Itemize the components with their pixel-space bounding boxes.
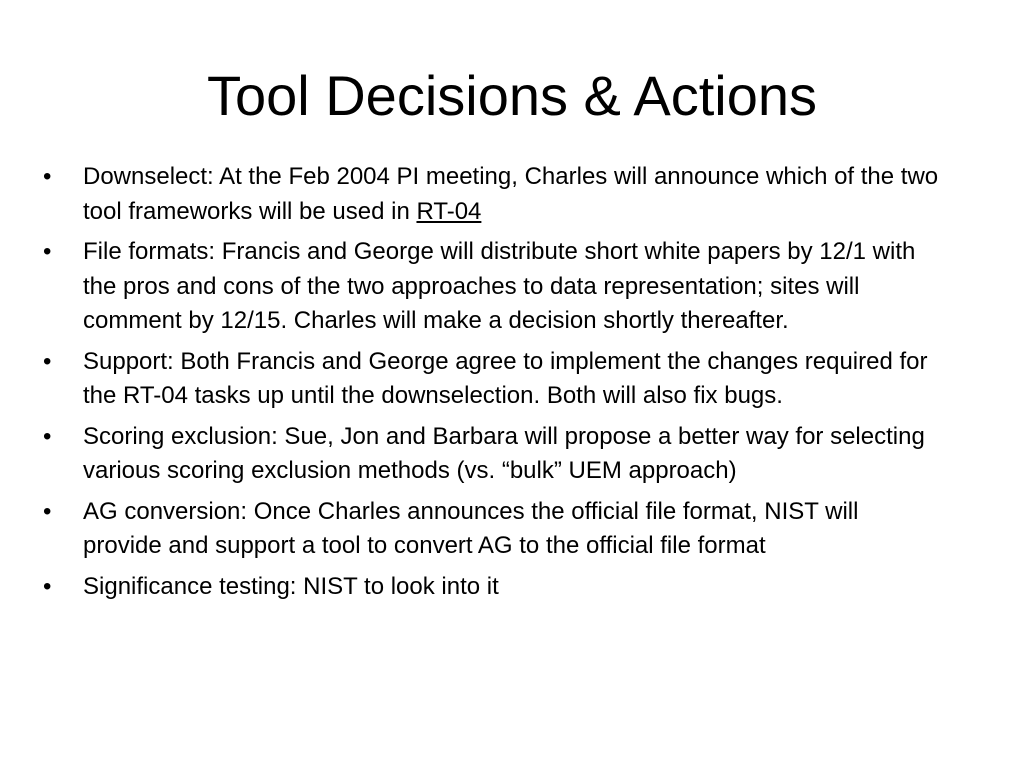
bullet-item-support — [40, 345, 940, 414]
bullet-icon: • — [43, 163, 52, 190]
bullet-icon: • — [43, 422, 52, 450]
bullet-item-file-formats — [40, 235, 940, 339]
bullet-text-content: Downselect: At the Feb 2004 PI meeting, Charles will announce which of the two tool frameworks will be used in — [83, 163, 939, 225]
bullet-icon: • — [43, 572, 52, 600]
bullet-icon: • — [43, 238, 52, 265]
bullet-icon: • — [43, 347, 52, 375]
slide-title: Tool Decisions & Actions — [206, 64, 818, 127]
bullet-list — [40, 160, 940, 610]
bullet-item-significance-testing — [40, 570, 940, 605]
bullet-text: File formats: Francis and George will distribute short white papers by 12/1 with the pros and cons of the two approaches to data representation; sites will comment by 12/15. Charles will make a decision shortly thereafter. — [83, 238, 916, 334]
bullet-icon: • — [43, 497, 52, 525]
bullet-item-scoring-exclusion — [40, 420, 940, 489]
bullet-text: Significance testing: NIST to look into it — [83, 572, 499, 600]
bullet-item-downselect — [40, 160, 940, 229]
bullet-text: Scoring exclusion: Sue, Jon and Barbara will propose a better way for selecting various scoring exclusion methods (vs. “bulk” UEM approach) — [83, 422, 925, 484]
bullet-item-ag-conversion — [40, 495, 940, 564]
bullet-text: Support: Both Francis and George agree to implement the changes required for the RT-04 tasks up until the downselection. Both will also fix bugs. — [83, 347, 928, 409]
rt-04-link[interactable]: RT-04 — [416, 197, 482, 225]
bullet-text: AG conversion: Once Charles announces the official file format, NIST will provide and support a tool to convert AG to the official file format — [83, 497, 859, 559]
bullet-text — [83, 163, 938, 225]
